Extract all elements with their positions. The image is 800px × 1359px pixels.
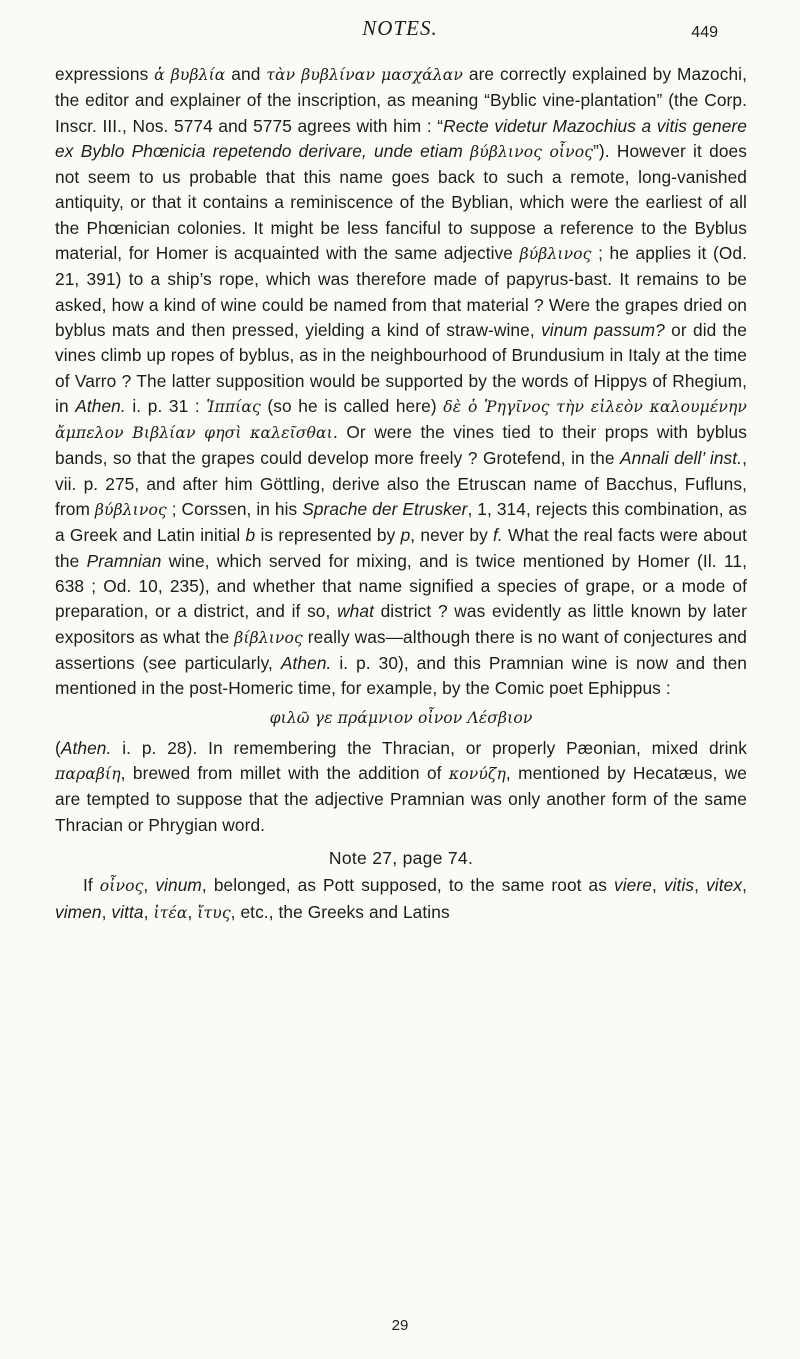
italic-text: Athen. [75,395,126,416]
italic-text: Athen. [280,652,332,673]
italic-text: p [400,525,411,546]
greek-text: ἁ βυβλία [154,66,226,84]
italic-text: vimen [55,901,102,922]
greek-text: βύβλινος οἶνος [470,142,594,161]
greek-text: βύβλινος [519,245,592,264]
greek-text: δὲ ὁ Ῥηγῖνος τὴν εἰλεὸν καλουμένην ἄμπελον Βιβλίαν φησὶ καλεῖσθαι. [55,397,747,443]
italic-text: vitis [663,875,695,896]
italic-text: b [245,525,256,546]
greek-text: βύβλινος [94,501,167,520]
greek-text: φιλῶ γε πράμνιον οἶνον Λέσβιον [269,709,533,728]
text-run: really was—although there is no want of conjectures and assertions (see particularly, [55,626,747,673]
italic-text: f. [493,525,503,546]
text-run: i. p. 30), and this Pramnian wine is now and then mentioned in the post-Homeric time, for example, by the Comic poet Ephippus : [55,652,747,699]
text-run: , [101,901,112,922]
text-run: Note 27, page 74. [328,847,474,868]
text-run: expressions [55,64,155,84]
text-run: is represented by [255,525,401,546]
text-run: , etc., the Greeks and Latins [230,901,450,922]
text-run: Or were the vines tied to their props with byblus bands, so that the grapes could develop more freely ? Grotefend, in the [55,422,748,469]
text-run: , never by [410,525,494,546]
text-run: ”). However it does not seem to us probable that this name goes back to such a remote, long-vanished antiquity, or that it contains a reminiscence of the Byblian, which were the earliest of all the Phœnician colonies. It might be less fanciful to suppose a reference to the Byblus material, for Homer is acquainted with the same adjective [55,140,747,264]
text-run: ( [55,737,61,758]
italic-text: Recte videtur Mazochius a vitis genere ex Byblo Phœnicia repetendo derivare, unde etiam [55,115,747,161]
text-run: i. p. 31 : [125,395,207,416]
italic-text: Pramnian [86,550,162,571]
greek-text: παραβίη [55,765,121,784]
text-run: and [225,64,267,84]
note-heading [55,846,747,871]
text-run: , [742,875,747,896]
text-run: , mentioned by Hecatæus, we are tempted to suppose that the adjective Pramnian was only another form of the same Thracian or Phrygian word. [55,763,747,835]
italic-text: vitex [706,875,743,896]
text-run: , [143,875,156,896]
italic-text: viere [614,875,652,896]
text-run: , vii. p. 275, and after him Göttling, derive also the Etruscan name of Bacchus, Fufluns, from [55,448,747,520]
text-run: district ? was evidently as little known by later expositors as what the [55,601,747,647]
text-run: i. p. 28). In remembering the Thracian, or properly Pæonian, mixed drink [111,737,747,758]
running-head [0,16,800,41]
greek-text: ἴτυς [197,903,231,922]
body-paragraph [55,873,747,926]
greek-text: κονύζη [448,765,506,784]
text-run: are correctly explained by Mazochi, the editor and explainer of the inscription, as meaning “Byblic vine-plantation” (the Corp. Inscr. III., Nos. 5774 and 5775 agrees with him : “ [55,64,748,136]
body-text [55,62,747,926]
text-run: ; he applies it (Od. 21, 391) to a ship’s rope, which was therefore made of papyrus-bast. It remains to be asked, how a kind of wine could be named from that material ? Were the grapes dried on byblus mats and then pressed, yielding a kind of straw-wine, [55,243,747,340]
greek-text: βίβλινος [234,628,303,647]
italic-text: vitta [111,901,144,922]
italic-text: Athen. [60,737,112,758]
text-run: , [143,901,154,922]
text-run: , 1, 314, rejects this combination, as a Greek and Latin initial [55,499,747,546]
text-run: What the real facts were about the [55,525,747,571]
text-run: , brewed from millet with the addition of [120,763,449,784]
running-title: NOTES. [362,16,438,40]
greek-text: οἶνος [99,877,144,896]
body-paragraph [55,736,747,838]
quotation-line [55,705,747,731]
text-run: or did the vines climb up ropes of byblus, as in the neighbourhood of Brundusium in Italy at the time of Varro ? The latter supposition would be supported by the words of Hippys of Rhegium, in [55,319,747,416]
body-paragraph [55,62,747,701]
italic-text: vinum passum? [541,319,665,340]
text-run: wine, which served for mixing, and is twice mentioned by Homer (Il. 11, 638 ; Od. 10, 235), and whether that name signified a species of grape, or a mode of preparation, or a district, and if so, [55,550,748,622]
greek-text: Ἱππίας [206,397,261,416]
signature-mark: 29 [391,1317,409,1334]
text-run: , belonged, as Pott supposed, to the same root as [201,875,614,896]
italic-text: Sprache der Etrusker [302,499,468,520]
greek-text: ἰτέα [153,903,188,922]
greek-text: τὰν βυβλίναν μασχάλαν [266,66,464,84]
text-run: (so he is called here) [260,395,444,416]
italic-text: vinum [155,875,202,896]
text-run: ; Corssen, in his [166,499,303,520]
text-run: , [187,901,198,922]
italic-text: Annali dell’ inst. [620,448,743,469]
page-number: 449 [691,24,718,41]
text-run: , [694,875,707,896]
text-run: If [83,875,100,896]
italic-text: what [337,601,374,622]
text-run: , [651,875,664,896]
